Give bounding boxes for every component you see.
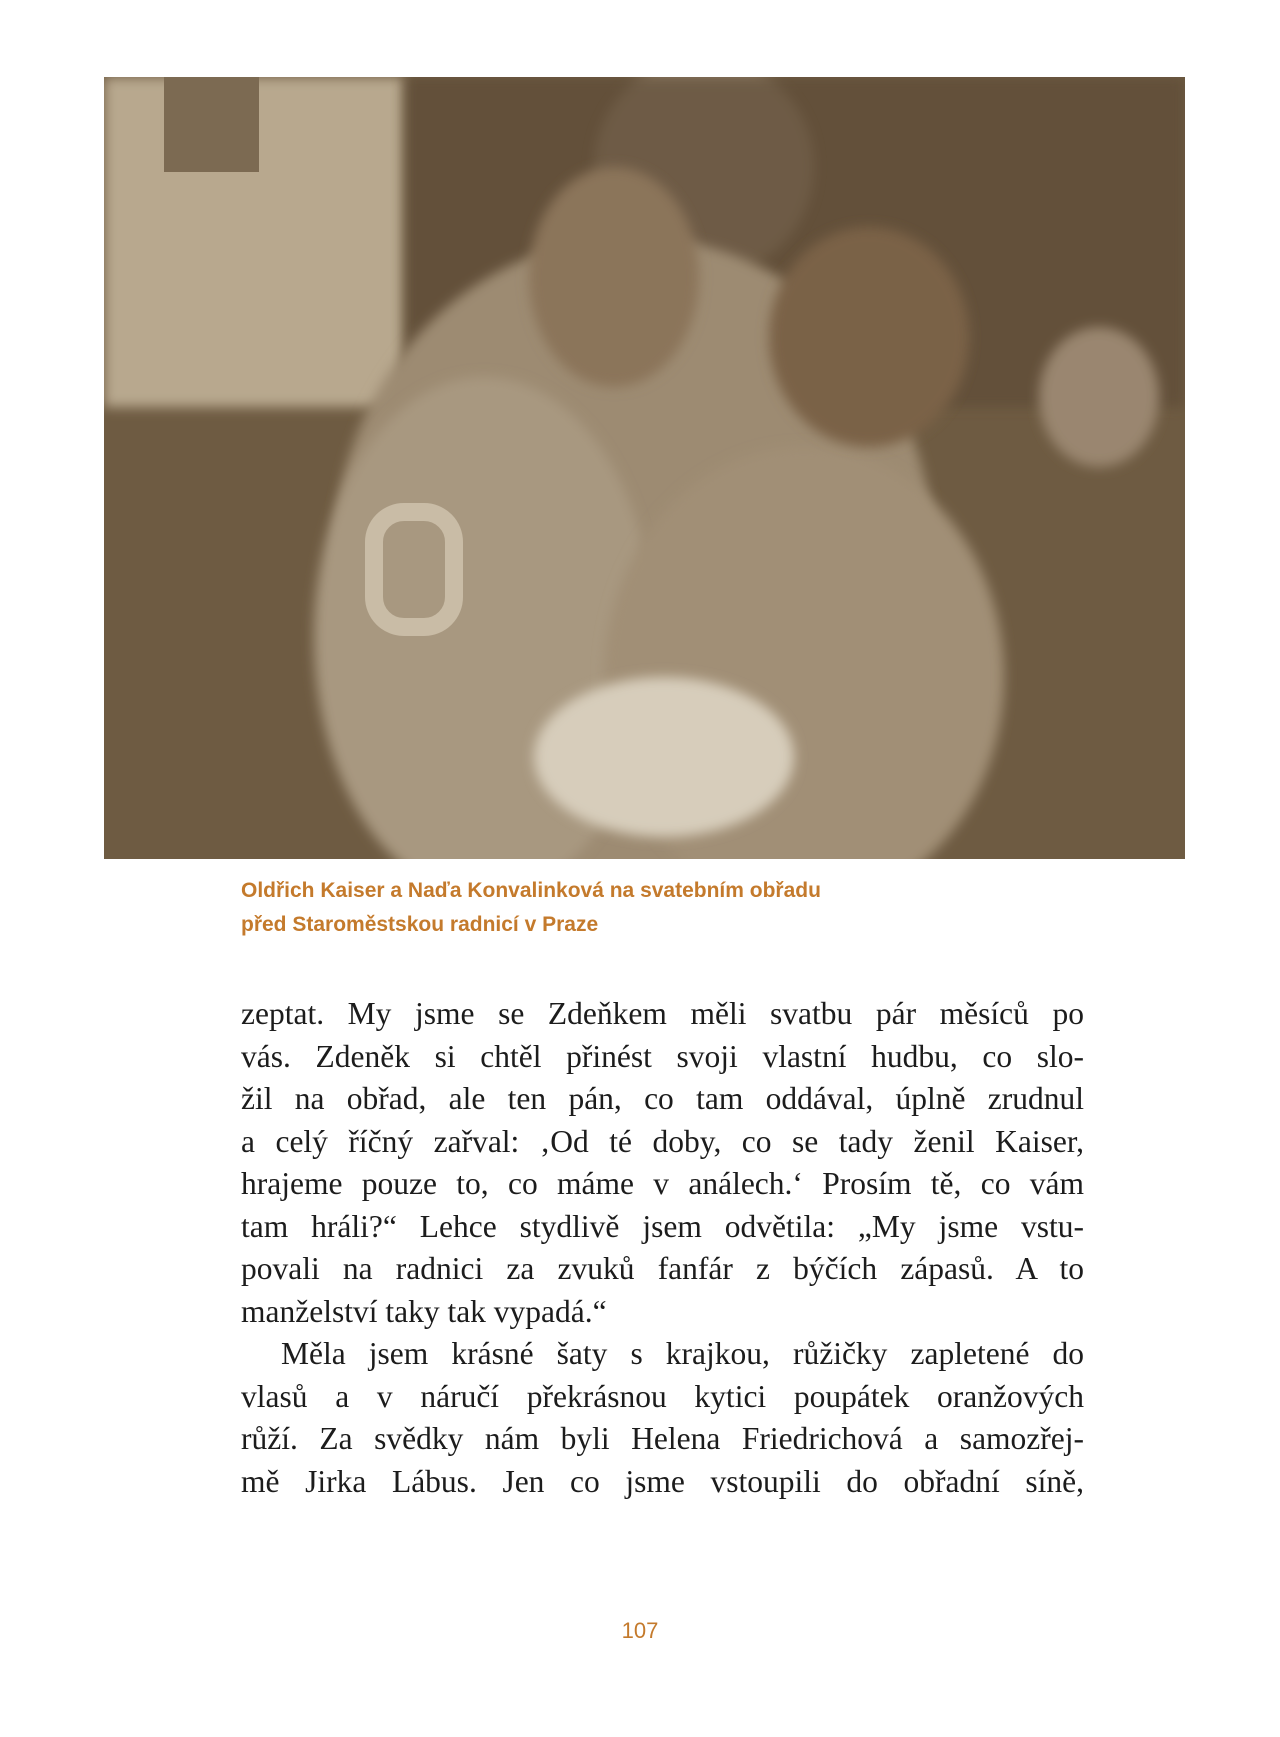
text-line: a celý říčný zařval: ‚Od té doby, co se tady ženil Kaiser, <box>241 1123 1084 1159</box>
text-line: vás. Zdeněk si chtěl přinést svoji vlastní hudbu, co slo- <box>241 1038 1084 1074</box>
text-line: tam hráli?“ Lehce stydlivě jsem odvětila: „My jsme vstu- <box>241 1208 1084 1244</box>
text-line: Měla jsem krásné šaty s krajkou, růžičky zapletené do <box>281 1336 1084 1371</box>
page-number: 107 <box>621 1618 659 1643</box>
wedding-photo <box>104 77 1185 859</box>
caption-line: Oldřich Kaiser a Naďa Konvalinková na svatebním obřadu <box>241 879 821 902</box>
text-line: manželství taky tak vypadá.“ <box>241 1293 607 1329</box>
text-line: vlasů a v náručí překrásnou kytici poupátek oranžových <box>241 1378 1084 1414</box>
text-line: povali na radnici za zvuků fanfár z býčích zápasů. A to <box>241 1251 1084 1286</box>
caption-line: před Staroměstskou radnicí v Praze <box>241 913 599 936</box>
photo-caption <box>241 874 821 942</box>
text-line: růží. Za svědky nám byli Helena Friedrichová a samozřej- <box>241 1421 1084 1456</box>
body-text <box>241 993 1084 1503</box>
text-line: mě Jirka Lábus. Jen co jsme vstoupili do obřadní síně, <box>241 1463 1084 1499</box>
text-line: zeptat. My jsme se Zdeňkem měli svatbu pár měsíců po <box>241 996 1084 1031</box>
text-line: hrajeme pouze to, co máme v análech.‘ Prosím tě, co vám <box>241 1166 1084 1201</box>
photo-illustration <box>104 77 1185 859</box>
text-line: žil na obřad, ale ten pán, co tam oddával, úplně zrudnul <box>241 1081 1084 1116</box>
